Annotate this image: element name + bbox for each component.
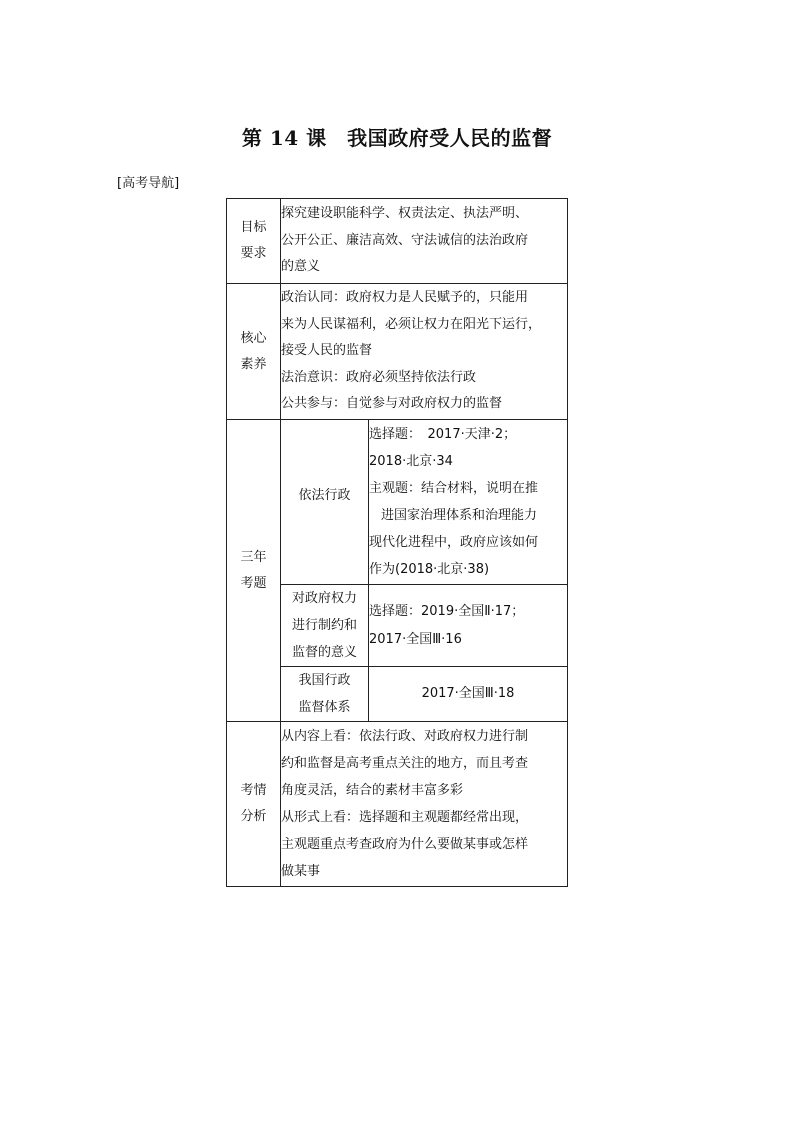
analysis-line-4: 从形式上看：选择题和主观题都经常出现， xyxy=(281,810,529,825)
exam-detail-2 xyxy=(369,585,568,667)
core-label xyxy=(227,284,281,420)
exam-detail-1-line-6: 作为(2018·北京·38) xyxy=(369,562,490,577)
analysis-label xyxy=(227,722,281,887)
exam-detail-1 xyxy=(369,420,568,585)
gaokao-navigation-label: [高考导航] xyxy=(117,176,180,191)
analysis-line-1: 从内容上看：依法行政、对政府权力进行制 xyxy=(281,729,529,744)
exam-topic-2-line-2: 进行制约和 xyxy=(291,618,357,633)
exam-topic-3 xyxy=(281,667,369,722)
exam-detail-3-line-1: 2017·全国Ⅲ·18 xyxy=(421,685,515,701)
goal-line-1: 探究建设职能科学、权责法定、执法严明、 xyxy=(281,206,529,222)
analysis-line-5: 主观题重点考查政府为什么要做某事或怎样 xyxy=(281,837,529,852)
analysis-line-3: 角度灵活，结合的素材丰富多彩 xyxy=(281,783,464,798)
goal-label-line-1: 目标 xyxy=(240,220,267,235)
exam-topic-2-line-1: 对政府权力 xyxy=(291,591,357,606)
analysis-line-2: 约和监督是高考重点关注的地方，而且考查 xyxy=(281,756,529,771)
core-row xyxy=(227,284,568,420)
exam-topic-1-line-1: 依法行政 xyxy=(298,488,351,503)
exams-label-line-2: 考题 xyxy=(240,575,267,591)
goal-label xyxy=(227,199,281,284)
exam-topic-2-line-3: 监督的意义 xyxy=(291,645,357,660)
exams-label xyxy=(227,420,281,722)
core-content xyxy=(281,284,568,420)
core-line-2: 来为人民谋福利，必须让权力在阳光下运行， xyxy=(281,316,542,332)
exams-label-line-1: 三年 xyxy=(240,549,267,565)
exam-row-1 xyxy=(227,420,568,585)
core-label-line-2: 素养 xyxy=(240,356,267,372)
core-line-5: 公共参与：自觉参与对政府权力的监督 xyxy=(281,396,503,412)
exam-detail-1-line-3: 主观题：结合材料，说明在推 xyxy=(369,481,539,496)
analysis-row xyxy=(227,722,568,887)
analysis-line-6: 做某事 xyxy=(281,864,321,879)
core-line-4: 法治意识：政府必须坚持依法行政 xyxy=(281,369,477,385)
exam-topic-3-line-1: 我国行政 xyxy=(298,673,351,688)
exam-detail-1-line-4: 进国家治理体系和治理能力 xyxy=(381,508,538,523)
core-line-3: 接受人民的监督 xyxy=(281,343,373,359)
exam-detail-2-line-1: 选择题：2019·全国Ⅱ·17； xyxy=(369,603,525,619)
core-label-line-1: 核心 xyxy=(240,330,267,346)
guide-table xyxy=(226,198,568,887)
analysis-label-line-2: 分析 xyxy=(240,809,267,824)
core-line-1: 政治认同：政府权力是人民赋予的，只能用 xyxy=(281,290,529,306)
exam-topic-3-line-2: 监督体系 xyxy=(298,700,351,715)
exam-topic-2 xyxy=(281,585,369,667)
goal-label-line-2: 要求 xyxy=(240,246,267,261)
exam-detail-1-line-2: 2018·北京·34 xyxy=(369,454,453,469)
exam-detail-3 xyxy=(369,667,568,722)
goal-row xyxy=(227,199,568,284)
analysis-label-line-1: 考情 xyxy=(240,783,267,798)
analysis-content xyxy=(281,722,568,887)
goal-line-3: 的意义 xyxy=(281,259,321,275)
exam-detail-2-line-2: 2017·全国Ⅲ·16 xyxy=(369,631,462,647)
goal-line-2: 公开公正、廉洁高效、守法诚信的法治政府 xyxy=(281,232,529,248)
exam-topic-1 xyxy=(281,420,369,585)
exam-detail-1-line-1: 选择题： 2017·天津·2； xyxy=(369,427,517,442)
exam-detail-1-line-5: 现代化进程中，政府应该如何 xyxy=(369,535,539,550)
goal-content xyxy=(281,199,568,284)
lesson-title: 第 14 课 我国政府受人民的监督 xyxy=(241,126,553,150)
